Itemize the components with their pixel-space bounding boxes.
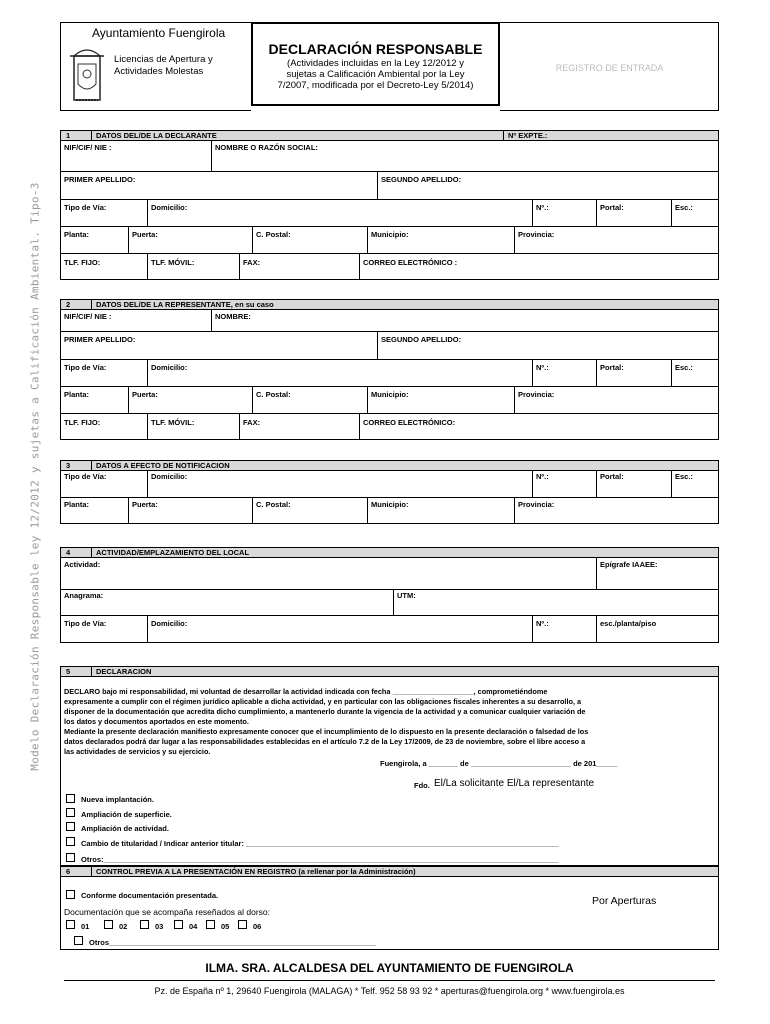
doc-03-label: 03 xyxy=(155,922,164,931)
ampliacion-actividad-checkbox[interactable] xyxy=(66,822,75,831)
por-aperturas-label: Por Aperturas xyxy=(592,895,657,907)
rep-provincia-field[interactable]: Provincia: xyxy=(518,390,555,399)
rep-tlf-movil-field[interactable]: TLF. MÓVIL: xyxy=(151,418,195,427)
otros-docs-label[interactable]: Otros________________________________________________________________ xyxy=(89,938,376,947)
not-puerta-field[interactable]: Puerta: xyxy=(132,500,158,509)
mediante-line-1: Mediante la presente declaración manifiesto expresamente conocer que el incumplimiento de lo dispuesto en la presente declaración o falsedad de los xyxy=(64,727,589,736)
numero-field[interactable]: Nº.: xyxy=(536,203,549,212)
not-cpostal-field[interactable]: C. Postal: xyxy=(256,500,291,509)
doc-05-label: 05 xyxy=(221,922,230,931)
not-domicilio-field[interactable]: Domicilio: xyxy=(151,472,188,481)
not-provincia-field[interactable]: Provincia: xyxy=(518,500,555,509)
anagrama-field[interactable]: Anagrama: xyxy=(64,591,104,600)
not-portal-field[interactable]: Portal: xyxy=(600,472,624,481)
conforme-label: Conforme documentación presentada. xyxy=(81,891,219,900)
rep-portal-field[interactable]: Portal: xyxy=(600,363,624,372)
fax-field[interactable]: FAX: xyxy=(243,258,261,267)
not-municipio-field[interactable]: Municipio: xyxy=(371,500,409,509)
fdo-label: Fdo. xyxy=(414,781,430,790)
section-3-title: DATOS A EFECTO DE NOTIFICACION xyxy=(96,461,230,470)
cambio-titularidad-checkbox[interactable] xyxy=(66,837,75,846)
nueva-implantacion-label: Nueva implantación. xyxy=(81,795,154,804)
correo-field[interactable]: CORREO ELECTRÓNICO : xyxy=(363,258,458,267)
section-2-title: DATOS DEL/DE LA REPRESENTANTE, en su caso xyxy=(96,300,274,309)
section-4-title: ACTIVIDAD/EMPLAZAMIENTO DEL LOCAL xyxy=(96,548,250,557)
mediante-line-3: las actividades de servicios y su ejercicio. xyxy=(64,747,211,756)
municipio-field[interactable]: Municipio: xyxy=(371,230,409,239)
rep-numero-field[interactable]: Nº.: xyxy=(536,363,549,372)
org-name: Ayuntamiento Fuengirola xyxy=(92,26,226,40)
form-subtitle-1: (Actividades incluidas en la Ley 12/2012 y xyxy=(287,58,464,69)
declaro-line-2: expresamente a cumplir con el régimen jurídico aplicable a dicha actividad, y en particular con las obligaciones fiscales inherentes a su desarrollo, a xyxy=(64,697,582,706)
puerta-field[interactable]: Puerta: xyxy=(132,230,158,239)
doc-02-checkbox[interactable] xyxy=(104,920,113,929)
apellido2-field[interactable]: SEGUNDO APELLIDO: xyxy=(381,175,462,184)
doc-02-label: 02 xyxy=(119,922,128,931)
expte-label: Nº EXPTE.: xyxy=(508,131,548,140)
section-5-header xyxy=(60,666,719,677)
declaro-line-4: los datos y documentos aportados en este momento. xyxy=(64,717,249,726)
apellido1-field[interactable]: PRIMER APELLIDO: xyxy=(64,175,136,184)
mediante-line-2: datos declarados podrá dar lugar a las responsabilidades establecidas en el artículo 7.2 de la Ley 17/2009, de 23 de noviembre, sobre el libre acceso a xyxy=(64,737,586,746)
provincia-field[interactable]: Provincia: xyxy=(518,230,555,239)
declaro-line-3: disponer de la documentación que acredita dicho cumplimiento, a mantenerlo durante la vigencia de la actividad y a comunicar cualquier variación de xyxy=(64,707,586,716)
nombre-razon-field[interactable]: NOMBRE O RAZÓN SOCIAL: xyxy=(215,143,318,152)
rep-planta-field[interactable]: Planta: xyxy=(64,390,90,399)
epigrafe-field[interactable]: Epígrafe IAAEE: xyxy=(600,560,658,569)
section-1-number: 1 xyxy=(66,131,71,140)
not-tipo-via-field[interactable]: Tipo de Vía: xyxy=(64,472,107,481)
nueva-implantacion-checkbox[interactable] xyxy=(66,794,75,803)
doc-04-checkbox[interactable] xyxy=(174,920,183,929)
form-subtitle-3: 7/2007, modificada por el Decreto-Ley 5/2014) xyxy=(277,80,474,91)
doc-05-checkbox[interactable] xyxy=(206,920,215,929)
otros-docs-checkbox[interactable] xyxy=(74,936,83,945)
act-esc-planta-field[interactable]: esc./planta/piso xyxy=(600,619,657,628)
act-domicilio-field[interactable]: Domicilio: xyxy=(151,619,188,628)
doc-04-label: 04 xyxy=(189,922,198,931)
portal-field[interactable]: Portal: xyxy=(600,203,624,212)
section-1-title: DATOS DEL/DE LA DECLARANTE xyxy=(96,131,217,140)
footer-address: Pz. de España nº 1, 29640 Fuengirola (MALAGA) * Telf. 952 58 93 92 * aperturas@fuengirola.org * www.fuengirola.es xyxy=(154,986,625,996)
nif-field[interactable]: NIF/CIF/ NIE : xyxy=(64,143,112,152)
rep-cpostal-field[interactable]: C. Postal: xyxy=(256,390,291,399)
section-2-number: 2 xyxy=(66,300,71,309)
section-3-number: 3 xyxy=(66,461,71,470)
rep-municipio-field[interactable]: Municipio: xyxy=(371,390,409,399)
doc-acompana-label: Documentación que se acompaña reseñados al dorso: xyxy=(64,907,271,917)
act-tipo-via-field[interactable]: Tipo de Vía: xyxy=(64,619,107,628)
form-subtitle-2: sujetas a Calificación Ambiental por la Ley xyxy=(286,69,465,80)
tlf-movil-field[interactable]: TLF. MÓVIL: xyxy=(151,258,195,267)
conforme-checkbox[interactable] xyxy=(66,890,75,899)
doc-01-checkbox[interactable] xyxy=(66,920,75,929)
firmante-label: El/La solicitante El/La representante xyxy=(434,778,595,789)
rep-tlf-fijo-field[interactable]: TLF. FIJO: xyxy=(64,418,101,427)
not-planta-field[interactable]: Planta: xyxy=(64,500,90,509)
alcaldesa-heading: ILMA. SRA. ALCALDESA DEL AYUNTAMIENTO DE FUENGIROLA xyxy=(205,961,574,975)
otros-label[interactable]: Otros:_____________________________________________________________________________________________________________ xyxy=(81,855,559,864)
rep-apellido1-field[interactable]: PRIMER APELLIDO: xyxy=(64,335,136,344)
planta-field[interactable]: Planta: xyxy=(64,230,90,239)
rep-nombre-field[interactable]: NOMBRE: xyxy=(215,312,251,321)
declaro-line-1: DECLARO bajo mi responsabilidad, mi voluntad de desarrollar la actividad indicada con fecha ____________________, comprometiéndome xyxy=(64,687,548,696)
rep-correo-field[interactable]: CORREO ELECTRÓNICO: xyxy=(363,418,456,427)
coat-of-arms-icon xyxy=(66,42,108,106)
doc-03-checkbox[interactable] xyxy=(140,920,149,929)
rep-puerta-field[interactable]: Puerta: xyxy=(132,390,158,399)
otros-checkbox[interactable] xyxy=(66,853,75,862)
rep-esc-field[interactable]: Esc.: xyxy=(675,363,693,372)
section-4-number: 4 xyxy=(66,548,71,557)
form-title: DECLARACIÓN RESPONSABLE xyxy=(268,41,483,57)
rep-apellido2-field[interactable]: SEGUNDO APELLIDO: xyxy=(381,335,462,344)
rep-fax-field[interactable]: FAX: xyxy=(243,418,261,427)
tlf-fijo-field[interactable]: TLF. FIJO: xyxy=(64,258,101,267)
fecha-line[interactable]: Fuengirola, a _______ de ________________________ de 201_____ xyxy=(380,759,618,768)
registro-label: REGISTRO DE ENTRADA xyxy=(555,63,664,73)
not-esc-field[interactable]: Esc.: xyxy=(675,472,693,481)
doc-06-label: 06 xyxy=(253,922,262,931)
rep-tipo-via-field[interactable]: Tipo de Vía: xyxy=(64,363,107,372)
ampliacion-actividad-label: Ampliación de actividad. xyxy=(81,824,169,833)
utm-field[interactable]: UTM: xyxy=(397,591,416,600)
doc-01-label: 01 xyxy=(81,922,90,931)
section-6-number: 6 xyxy=(66,867,71,876)
doc-06-checkbox[interactable] xyxy=(238,920,247,929)
esc-field[interactable]: Esc.: xyxy=(675,203,693,212)
rep-domicilio-field[interactable]: Domicilio: xyxy=(151,363,188,372)
ampliacion-superficie-checkbox[interactable] xyxy=(66,808,75,817)
ampliacion-superficie-label: Ampliación de superficie. xyxy=(81,810,172,819)
cpostal-field[interactable]: C. Postal: xyxy=(256,230,291,239)
act-numero-field[interactable]: Nº.: xyxy=(536,619,549,628)
domicilio-field[interactable]: Domicilio: xyxy=(151,203,188,212)
rep-nif-field[interactable]: NIF/CIF/ NIE : xyxy=(64,312,112,321)
cambio-titularidad-label[interactable]: Cambio de titularidad / Indicar anterior titular: ___________________________________________________________________________ xyxy=(81,839,559,848)
dept-line1: Licencias de Apertura y xyxy=(114,54,213,65)
not-numero-field[interactable]: Nº.: xyxy=(536,472,549,481)
section-5-title: DECLARACION xyxy=(96,667,152,676)
tipo-via-field[interactable]: Tipo de Vía: xyxy=(64,203,107,212)
section-5-number: 5 xyxy=(66,667,71,676)
side-model-text: Modelo Declaración Responsable ley 12/2012 y sujetas a Calificación Ambiental. Tipo-3 xyxy=(28,182,42,771)
dept-line2: Actividades Molestas xyxy=(114,66,204,77)
actividad-field[interactable]: Actividad: xyxy=(64,560,101,569)
section-6-title: CONTROL PREVIA A LA PRESENTACIÓN EN REGISTRO (a rellenar por la Administración) xyxy=(96,867,416,876)
